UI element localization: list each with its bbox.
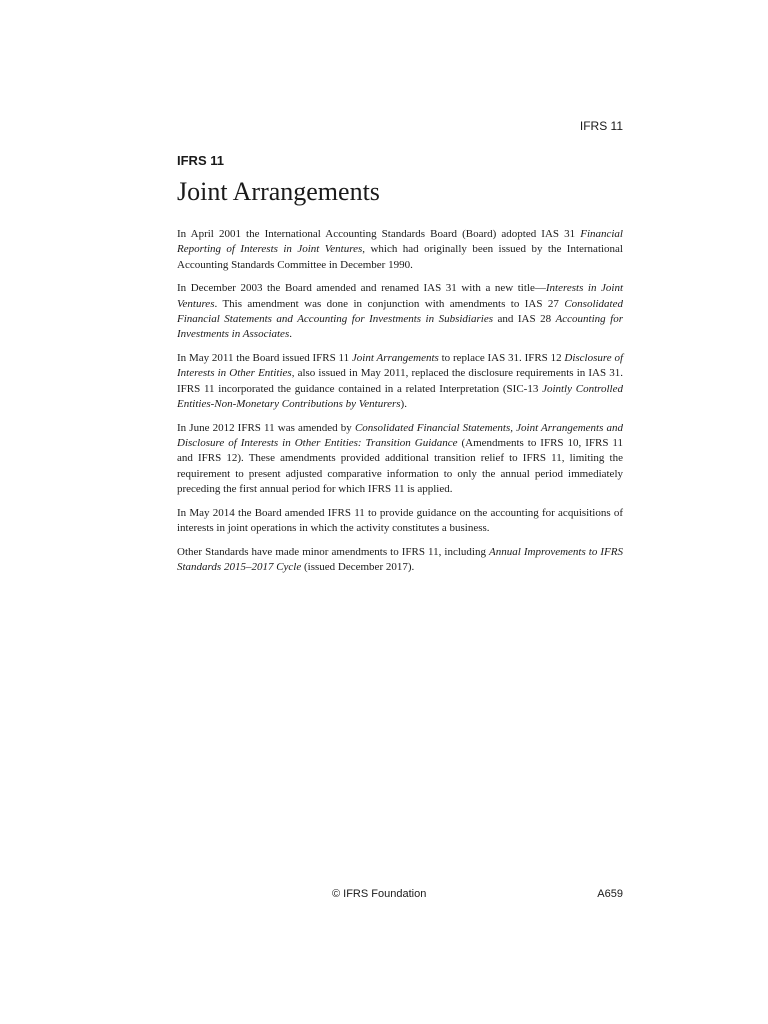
- italic-citation: Consolidated Financial Statements and Accounting for Investments in Subsidiaries: [177, 297, 623, 325]
- italic-citation: Accounting for Investments in Associates: [177, 312, 623, 341]
- text-run: . This amendment was done in conjunction with amendments to IAS 27: [214, 297, 565, 310]
- italic-citation: Consolidated Financial Statements, Joint Arrangements and Disclosure of Interests in Other Entities: Transition Guidance: [177, 421, 624, 450]
- text-run: Other Standards have made minor amendments to IFRS 11, including: [177, 545, 490, 558]
- italic-citation: Financial Reporting of Interests in Joint Ventures: [177, 228, 623, 256]
- italic-citation: Disclosure of Interests in Other Entities: [177, 352, 623, 380]
- text-run: (issued December 2017).: [301, 561, 415, 574]
- italic-citation: Interests in Joint Ventures: [177, 282, 623, 310]
- standard-label: IFRS 11: [177, 153, 224, 168]
- italic-citation: Annual Improvements to IFRS Standards 2015–2017 Cycle: [177, 545, 623, 574]
- italic-citation: Joint Arrangements: [351, 352, 439, 365]
- paragraph: [177, 506, 623, 537]
- text-run: In June 2012 IFRS 11 was amended by: [177, 421, 355, 434]
- paragraph: [177, 421, 623, 497]
- page-title: Joint Arrangements: [177, 177, 380, 206]
- text-run: .: [289, 328, 292, 341]
- text-run: to replace IAS 31. IFRS 12: [438, 352, 565, 365]
- paragraph: [177, 351, 623, 412]
- text-run: , which had originally been issued by the International Accounting Standards Committee in December 1990.: [177, 243, 623, 271]
- text-run: , also issued in May 2011, replaced the disclosure requirements in IAS 31. IFRS 11 incorporated the guidance contained in a related Interpretation (SIC-13: [177, 367, 623, 395]
- footer-copyright: © IFRS Foundation: [332, 888, 427, 900]
- text-run: In May 2014 the Board amended IFRS 11 to provide guidance on the accounting for acquisitions of interests in joint operations in which the activity constitutes a business.: [177, 506, 623, 535]
- text-run: (Amendments to IFRS 10, IFRS 11 and IFRS 12). These amendments provided additional transition relief to IFRS 11, limiting the requirement to present adjusted comparative information to only the annual period immediately preceding the first annual period for which IFRS 11 is applied.: [177, 437, 623, 495]
- text-run: In May 2011 the Board issued IFRS 11: [177, 352, 352, 365]
- text-run: ).: [400, 397, 407, 410]
- body-text: [177, 227, 623, 584]
- running-header: IFRS 11: [579, 119, 623, 133]
- text-run: In April 2001 the International Accounting Standards Board (Board) adopted IAS 31: [177, 228, 581, 240]
- paragraph: [177, 281, 623, 342]
- italic-citation: Jointly Controlled Entities-Non-Monetary Contributions by Venturers: [177, 382, 623, 410]
- text-run: In December 2003 the Board amended and renamed IAS 31 with a new title—: [177, 282, 546, 295]
- paragraph: [177, 227, 623, 273]
- text-run: and IAS 28: [492, 312, 556, 325]
- footer-page-number: A659: [597, 888, 623, 900]
- paragraph: [177, 545, 623, 576]
